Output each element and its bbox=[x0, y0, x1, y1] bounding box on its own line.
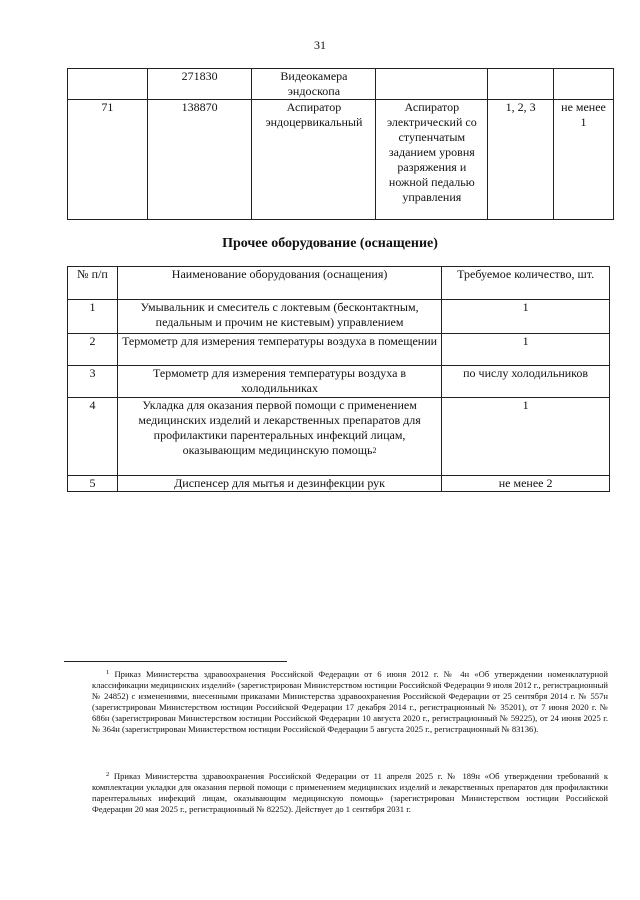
row-number: 71 bbox=[68, 100, 148, 220]
device-description bbox=[376, 69, 488, 100]
equipment-quantity: 1 bbox=[442, 334, 610, 366]
header-quantity: Требуемое количество, шт. bbox=[442, 267, 610, 300]
footnote bbox=[92, 669, 608, 736]
row-number bbox=[68, 69, 148, 100]
equipment-quantity: 1 bbox=[442, 398, 610, 476]
nkmi-code: 271830 bbox=[147, 69, 252, 100]
row-number: 5 bbox=[68, 476, 118, 492]
quantity: не менее 1 bbox=[554, 100, 614, 220]
table-row bbox=[68, 69, 614, 100]
equipment-quantity: не менее 2 bbox=[442, 476, 610, 492]
equipment-name-text: Укладка для оказания первой помощи с применением медицинских изделий и лекарственных препаратов для профилактики парентеральных инфекций лицам, оказывающим медицинскую помощь bbox=[138, 398, 421, 457]
footnote-ref: 2 bbox=[372, 446, 377, 455]
page-number: 31 bbox=[314, 38, 326, 52]
row-number: 4 bbox=[68, 398, 118, 476]
header-name: Наименование оборудования (оснащения) bbox=[117, 267, 441, 300]
footnote-text: Приказ Министерства здравоохранения Российской Федерации от 11 апреля 2025 г. № 189н «Об утверждении требований к комплектации укладки для оказания первой помощи с применением медицинских изделий и лекарственных препаратов для профилактики парентеральных инфекций лицам, оказывающим медицинскую помощь» (зарегистрирован Министерством юстиции Российской Федерации 20 мая 2025 г., регистрационный № 82252). Действует до 1 сентября 2031 г. bbox=[92, 771, 608, 815]
equipment-quantity: 1 bbox=[442, 300, 610, 334]
table-row bbox=[68, 334, 610, 366]
equipment-quantity: по числу холодильников bbox=[442, 366, 610, 398]
requirement bbox=[488, 69, 554, 100]
requirement: 1, 2, 3 bbox=[488, 100, 554, 220]
row-number: 2 bbox=[68, 334, 118, 366]
footnote bbox=[92, 771, 608, 815]
section-title: Прочее оборудование (оснащение) bbox=[222, 236, 438, 251]
table-row bbox=[68, 300, 610, 334]
table-row bbox=[68, 100, 614, 220]
footnote-separator bbox=[64, 661, 287, 662]
table-row bbox=[68, 366, 610, 398]
table-row bbox=[68, 476, 610, 492]
device-description: Аспиратор электрический со ступенчатым заданием уровня разряжения и ножной педалью управления bbox=[376, 100, 488, 220]
row-number: 1 bbox=[68, 300, 118, 334]
table-header-row bbox=[68, 267, 610, 300]
equipment-name bbox=[117, 398, 441, 476]
other-equipment-table bbox=[67, 266, 610, 492]
nkmi-code: 138870 bbox=[147, 100, 252, 220]
equipment-name: Термометр для измерения температуры воздуха в помещении bbox=[117, 334, 441, 366]
table-row bbox=[68, 398, 610, 476]
footnote-text: Приказ Министерства здравоохранения Российской Федерации от 6 июня 2012 г. № 4н «Об утверждении номенклатурной классификации медицинских изделий» (зарегистрирован Министерством юстиции Российской Федерации 9 июля 2012 г., регистрационный № 24852) с изменениями, внесенными приказами Министерства здравоохранения Российской Федерации от 25 сентября 2014 г. № 557н (зарегистрирован Министерством юстиции Российской Федерации 17 декабря 2014 г., регистрационный № 35201), от 7 июня 2020 г. № 686н (зарегистрирован Министерством юстиции Российской Федерации 10 августа 2020 г., регистрационный № 59225), от 24 июня 2025 г. № 364н (зарегистрирован Министерством юстиции Российской Федерации 5 августа 2025 г., регистрационный № 83136). bbox=[92, 669, 608, 735]
footnote-mark: 2 bbox=[106, 771, 110, 778]
equipment-name: Умывальник и смеситель с локтевым (бесконтактным, педальным и прочим не кистевым) управлением bbox=[117, 300, 441, 334]
footnote-mark: 1 bbox=[106, 669, 110, 676]
device-name: Аспиратор эндоцервикальный bbox=[252, 100, 376, 220]
equipment-table-continued bbox=[67, 68, 614, 220]
quantity bbox=[554, 69, 614, 100]
header-number: № п/п bbox=[68, 267, 118, 300]
equipment-name: Диспенсер для мытья и дезинфекции рук bbox=[117, 476, 441, 492]
row-number: 3 bbox=[68, 366, 118, 398]
device-name: Видеокамера эндоскопа bbox=[252, 69, 376, 100]
equipment-name: Термометр для измерения температуры воздуха в холодильниках bbox=[117, 366, 441, 398]
